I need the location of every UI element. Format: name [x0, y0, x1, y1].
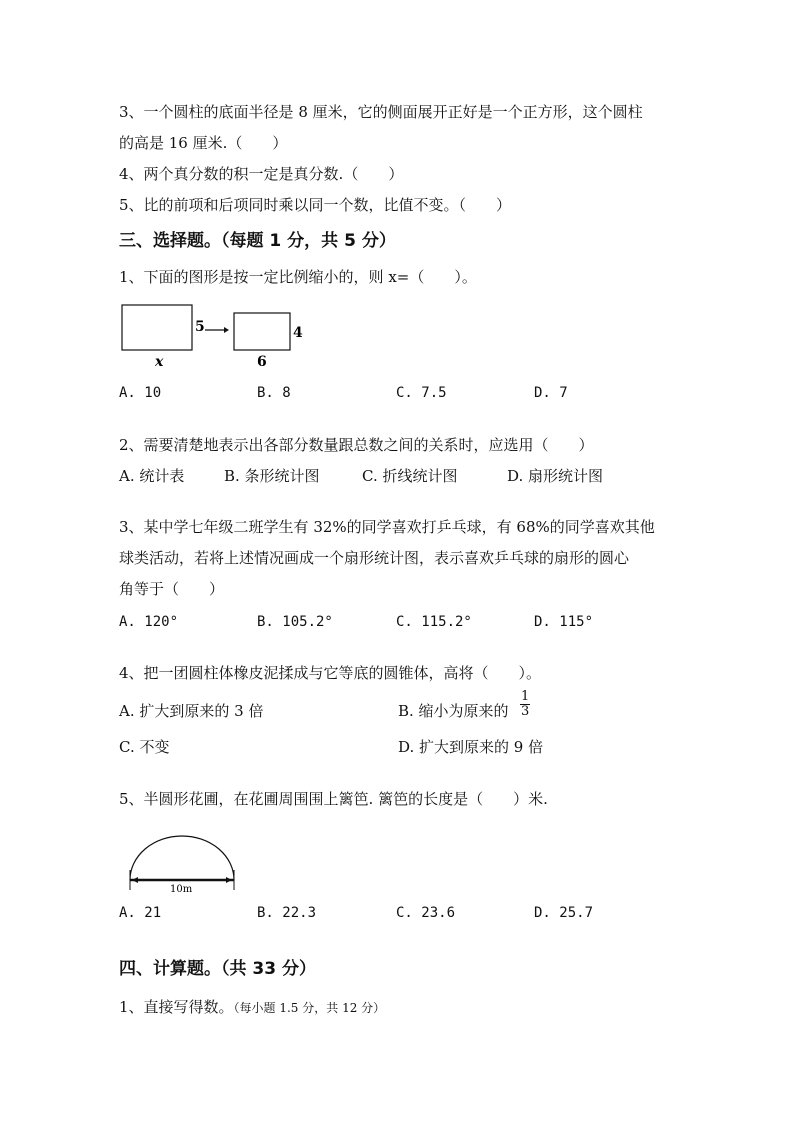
q3-option-c: C. 115.2°: [396, 614, 472, 630]
choice-q3-line2: 球类活动，若将上述情况画成一个扇形统计图，表示喜欢乒乓球的扇形的圆心: [119, 549, 630, 567]
q1-option-c: C. 7.5: [396, 385, 447, 401]
q3-option-d: D. 115°: [534, 614, 594, 630]
choice-q2-text: 2、需要清楚地表示出各部分数量跟总数之间的关系时，应选用（ ）: [119, 436, 594, 454]
label-x: x: [155, 354, 164, 370]
calc-q1: [119, 997, 385, 1018]
q1-option-d: D. 7: [534, 385, 568, 401]
semicircle-arc: [130, 836, 234, 880]
section4-heading: 四、计算题。（共 33 分）: [119, 959, 316, 979]
label-6: 6: [257, 354, 267, 370]
q2-option-a: A. 统计表: [119, 467, 185, 485]
scaling-rectangles-figure: [115, 300, 315, 375]
q5-option-c: C. 23.6: [396, 905, 456, 921]
judge-q3-line1: 3、一个圆柱的底面半径是 8 厘米，它的侧面展开正好是一个正方形，这个圆柱: [119, 103, 643, 121]
q5-option-b: B. 22.3: [257, 905, 317, 921]
right-arrow-icon: [226, 877, 232, 883]
label-4: 4: [293, 325, 303, 341]
choice-q3-line1: 3、某中学七年级二班学生有 32%的同学喜欢打乒乓球，有 68%的同学喜欢其他: [119, 518, 655, 536]
choice-q5-text: 5、半圆形花圃，在花圃周围围上篱笆. 篱笆的长度是（ ）米.: [119, 790, 548, 808]
arrow-head-icon: [224, 327, 229, 333]
choice-q3-line3: 角等于（ ）: [119, 580, 225, 598]
q3-option-b: B. 105.2°: [257, 614, 333, 630]
q4-option-c: C. 不变: [119, 738, 170, 756]
q2-option-d: D. 扇形统计图: [507, 467, 604, 485]
calc-q1-note: （每小题 1.5 分，共 12 分）: [233, 1001, 386, 1015]
fraction-denominator: 3: [521, 704, 530, 719]
choice-q1-text: 1、下面的图形是按一定比例缩小的，则 x=（ ）。: [119, 268, 477, 286]
calc-q1-text: 1、直接写得数。: [119, 998, 234, 1016]
q4-option-a: A. 扩大到原来的 3 倍: [119, 702, 264, 720]
section3-heading: 三、选择题。（每题 1 分，共 5 分）: [119, 231, 396, 251]
q4-option-b: B. 缩小为原来的: [398, 702, 509, 720]
diameter-label: 10m: [170, 884, 193, 895]
q4-option-d: D. 扩大到原来的 9 倍: [398, 738, 544, 756]
label-5: 5: [195, 319, 205, 335]
left-arrow-icon: [132, 877, 138, 883]
q5-option-d: D. 25.7: [534, 905, 594, 921]
q1-option-b: B. 8: [257, 385, 291, 401]
choice-q4-text: 4、把一团圆柱体橡皮泥揉成与它等底的圆锥体，高将（ ）。: [119, 664, 542, 682]
small-rectangle: [234, 313, 290, 350]
fraction-numerator: 1: [521, 689, 530, 704]
judge-q3-line2: 的高是 16 厘米.（ ）: [119, 134, 288, 152]
q2-option-b: B. 条形统计图: [224, 467, 320, 485]
q3-option-a: A. 120°: [119, 614, 179, 630]
q2-option-c: C. 折线统计图: [362, 467, 458, 485]
judge-q4: 4、两个真分数的积一定是真分数.（ ）: [119, 165, 404, 183]
judge-q5: 5、比的前项和后项同时乘以同一个数，比值不变。（ ）: [119, 196, 512, 214]
fraction-one-third: [520, 690, 530, 719]
semicircle-garden-figure: [125, 818, 240, 898]
q5-option-a: A. 21: [119, 905, 162, 921]
q1-option-a: A. 10: [119, 385, 162, 401]
large-rectangle: [122, 305, 192, 350]
